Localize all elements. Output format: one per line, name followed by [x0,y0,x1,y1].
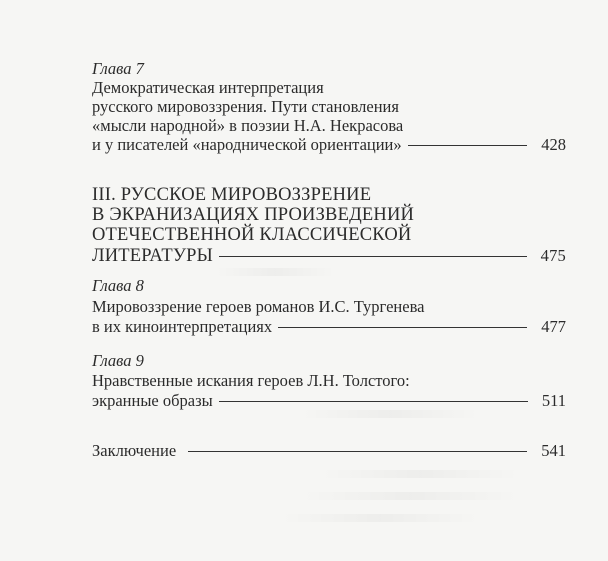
chapter-9-title-line-2: экранные образы [92,391,213,410]
leader-line [219,401,528,402]
chapter-7-entry-row [92,135,566,154]
chapter-8-page-number: 477 [541,317,566,336]
bleed-mark [300,492,520,500]
bleed-mark [280,514,480,522]
chapter-9-title-line-1: Нравственные искания героев Л.Н. Толстого: [92,371,410,390]
conclusion-entry-row [92,441,566,460]
bleed-mark [215,268,335,276]
chapter-8-label: Глава 8 [92,276,144,295]
chapter-7-title-line-1: Демократическая интерпретация [92,78,324,97]
chapter-7-title-line-2: русского мировоззрения. Пути становления [92,97,399,116]
leader-line [219,256,527,257]
chapter-7-title-line-3: «мысли народной» в поэзии Н.А. Некрасова [92,116,404,135]
bleed-mark [320,470,520,478]
section-3-page-number: 475 [540,246,566,265]
section-3-title-line-4: ЛИТЕРАТУРЫ [92,246,213,266]
chapter-9-entry-row [92,391,566,410]
leader-line [278,327,527,328]
section-3-title-line-3: ОТЕЧЕСТВЕННОЙ КЛАССИЧЕСКОЙ [92,225,412,245]
chapter-8-entry-row [92,317,566,336]
chapter-8-title-line-1: Мировоззрение героев романов И.С. Тургенева [92,297,425,316]
conclusion-title: Заключение [92,441,177,460]
chapter-9-page-number: 511 [541,391,566,410]
chapter-8-title-line-2: в их киноинтерпретациях [92,317,273,336]
chapter-7-page-number: 428 [541,135,566,154]
bleed-mark [300,410,480,418]
chapter-9-label: Глава 9 [92,351,144,370]
leader-line [188,451,527,452]
leader-line [408,145,528,146]
conclusion-page-number: 541 [541,441,566,460]
chapter-7-title-line-4: и у писателей «народнической ориентации» [92,135,402,154]
section-3-title-line-1: III. РУССКОЕ МИРОВОЗЗРЕНИЕ [92,185,372,205]
section-3-title-line-2: В ЭКРАНИЗАЦИЯХ ПРОИЗВЕДЕНИЙ [92,205,415,225]
chapter-7-label: Глава 7 [92,59,144,78]
section-3-entry-row [92,245,566,267]
